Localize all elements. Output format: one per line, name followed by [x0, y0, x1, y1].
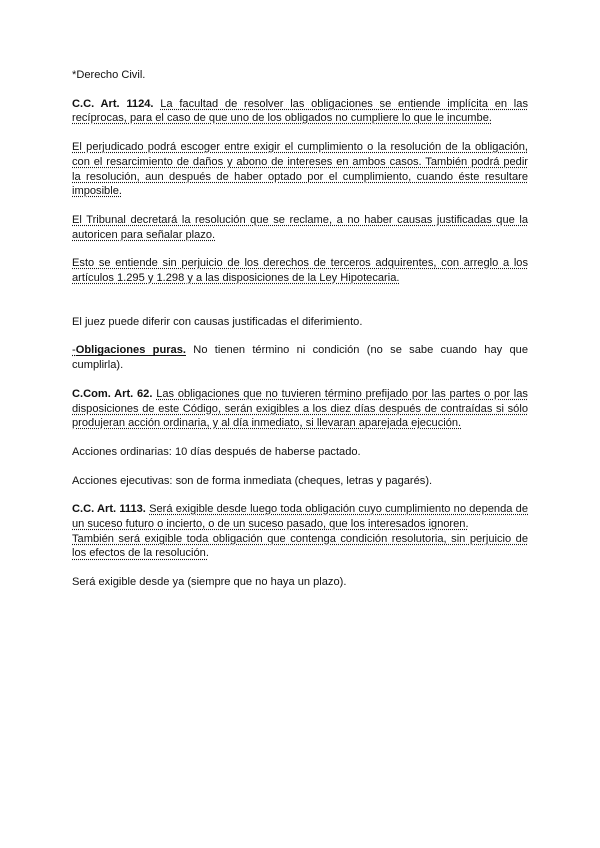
- document-page: [72, 68, 528, 590]
- art1113-text-2: También será exigible toda obligación que contenga condición resolutoria, sin perjuicio de los efectos de la resolución.: [72, 532, 528, 560]
- art1124-paragraph-4: [72, 256, 528, 285]
- acciones-ordinarias: Acciones ordinarias: 10 días después de haberse pactado.: [72, 445, 361, 458]
- juez-paragraph: El juez puede diferir con causas justificadas el diferimiento.: [72, 315, 363, 328]
- art1124-text-2: El perjudicado podrá escoger entre exigir el cumplimiento o la resolución de la obligación, con el resarcimiento de daños y abono de intereses en ambos casos. También podrá pedir la resolución, aun después de haber optado por el cumplimiento, cuando éste resultare imposible.: [72, 141, 528, 198]
- art62-reference: C.Com. Art. 62.: [72, 387, 153, 400]
- art1124-paragraph-2: [72, 140, 528, 199]
- art1113-paragraph-2: [72, 532, 528, 561]
- exigible-paragraph: Será exigible desde ya (siempre que no haya un plazo).: [72, 576, 347, 589]
- art1124-text-1: La facultad de resolver las obligaciones se entiende implícita en las recíprocas, para el caso de que uno de los obligados no cumpliere lo que le incumbe.: [72, 97, 528, 125]
- art1124-paragraph: [72, 97, 528, 126]
- obligaciones-puras-paragraph: [72, 343, 528, 372]
- art62-text: Las obligaciones que no tuvieren término prefijado por las partes o por las disposiciones de este Código, serán exigibles a los diez días después de contraídas si sólo produjeran acción ordinaria, y al día inmediato, si llevaran aparejada ejecución.: [72, 387, 528, 430]
- puras-text: No tienen término ni condición (no se sabe cuando hay que cumplirla).: [72, 344, 528, 372]
- art1124-text-4: Esto se entiende sin perjuicio de los derechos de terceros adquirentes, con arreglo a los artículos 1.295 y 1.298 y a las disposiciones de la Ley Hipotecaria.: [72, 257, 528, 285]
- puras-dash: -: [72, 344, 76, 357]
- puras-title: Obligaciones puras.: [75, 344, 186, 357]
- art1124-reference: C.C. Art. 1124.: [72, 97, 154, 110]
- acciones-ejecutivas: Acciones ejecutivas: son de forma inmediata (cheques, letras y pagarés).: [72, 474, 433, 487]
- art1124-text-3: El Tribunal decretará la resolución que se reclame, a no haber causas justificadas que la autoricen para señalar plazo.: [72, 213, 528, 241]
- art1113-text-1: Será exigible desde luego toda obligación cuyo cumplimiento no dependa de un suceso futuro o incierto, o de un suceso pasado, que los interesados ignoren.: [72, 503, 528, 531]
- art1124-paragraph-3: [72, 213, 528, 242]
- art1113-paragraph: [72, 502, 528, 531]
- doc-header: *Derecho Civil.: [72, 69, 146, 81]
- art1113-reference: C.C. Art. 1113.: [72, 503, 146, 516]
- art62-paragraph: [72, 387, 528, 431]
